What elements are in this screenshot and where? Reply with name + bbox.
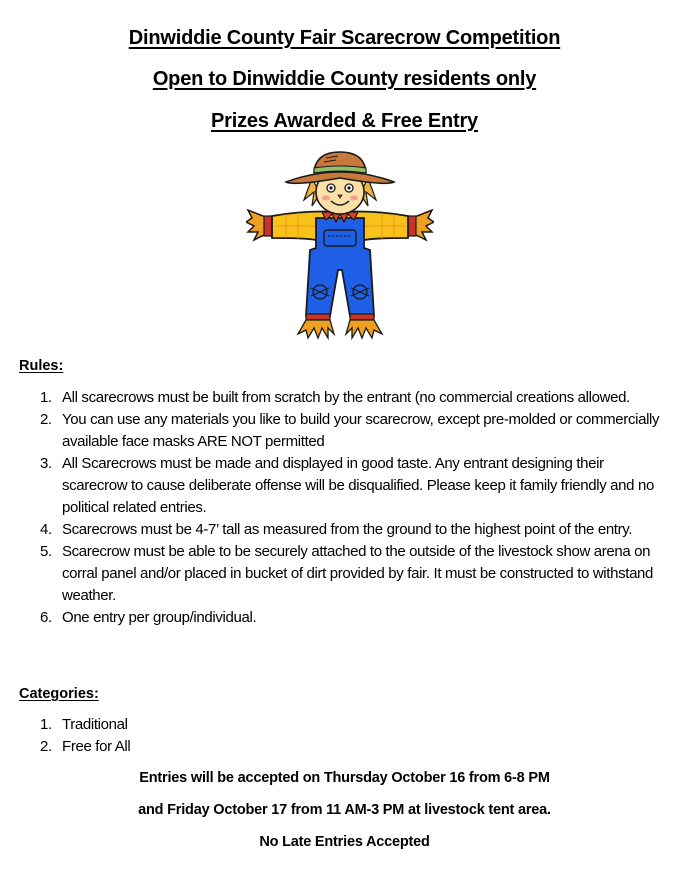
right-foot-straw-icon — [346, 320, 382, 338]
rule-text: You can use any materials you like to build your scarecrow, except pre-molded or commercially available face masks ARE NOT permitted — [62, 411, 660, 450]
no-late-entries-notice: No Late Entries Accepted — [259, 834, 430, 850]
rule-text: Scarecrows must be 4-7’ tall as measured from the ground to the highest point of the entry. — [62, 521, 633, 538]
category-number: 1. — [40, 716, 52, 733]
category-item — [40, 714, 670, 736]
rule-text: One entry per group/individual. — [62, 609, 257, 626]
rule-item — [40, 409, 670, 453]
entry-schedule-thursday: Entries will be accepted on Thursday October 16 from 6-8 PM — [139, 770, 550, 786]
rule-number: 4. — [40, 521, 52, 538]
rule-number: 3. — [40, 455, 52, 472]
left-foot-straw-icon — [298, 320, 334, 338]
rule-item — [40, 387, 670, 409]
category-text: Traditional — [62, 716, 128, 733]
categories-label: Categories: — [19, 686, 99, 702]
rule-number: 5. — [40, 543, 52, 560]
category-text: Free for All — [62, 738, 131, 755]
category-item — [40, 736, 670, 758]
right-arm-straw-icon — [406, 210, 434, 240]
category-number: 2. — [40, 738, 52, 755]
rule-item — [40, 453, 670, 519]
rules-label: Rules: — [19, 358, 64, 374]
rule-text: All scarecrows must be built from scratch by the entrant (no commercial creations allowed. — [62, 389, 630, 406]
categories-list — [40, 714, 670, 758]
rule-text: All Scarecrows must be made and displayed in good taste. Any entrant designing their scarecrow to cause deliberate offense will be disqualified. Please keep it family friendly and no political related entries. — [62, 455, 654, 516]
entry-schedule-friday: and Friday October 17 from 11 AM-3 PM at livestock tent area. — [138, 802, 551, 818]
scarecrow-illustration — [246, 148, 434, 346]
prizes-heading: Prizes Awarded & Free Entry — [211, 110, 478, 132]
rule-number: 1. — [40, 389, 52, 406]
rule-number: 2. — [40, 411, 52, 428]
title-heading: Dinwiddie County Fair Scarecrow Competition — [128, 27, 561, 49]
rule-item — [40, 541, 670, 607]
left-arm-straw-icon — [246, 210, 274, 240]
hat-icon — [286, 152, 394, 183]
rule-item — [40, 607, 670, 629]
rule-number: 6. — [40, 609, 52, 626]
eligibility-heading: Open to Dinwiddie County residents only — [152, 68, 537, 90]
rule-item — [40, 519, 670, 541]
rules-list — [40, 387, 670, 629]
rule-text: Scarecrow must be able to be securely attached to the outside of the livestock show arena on corral panel and/or placed in bucket of dirt provided by fair. It must be constructed to withstand weather. — [62, 543, 654, 604]
